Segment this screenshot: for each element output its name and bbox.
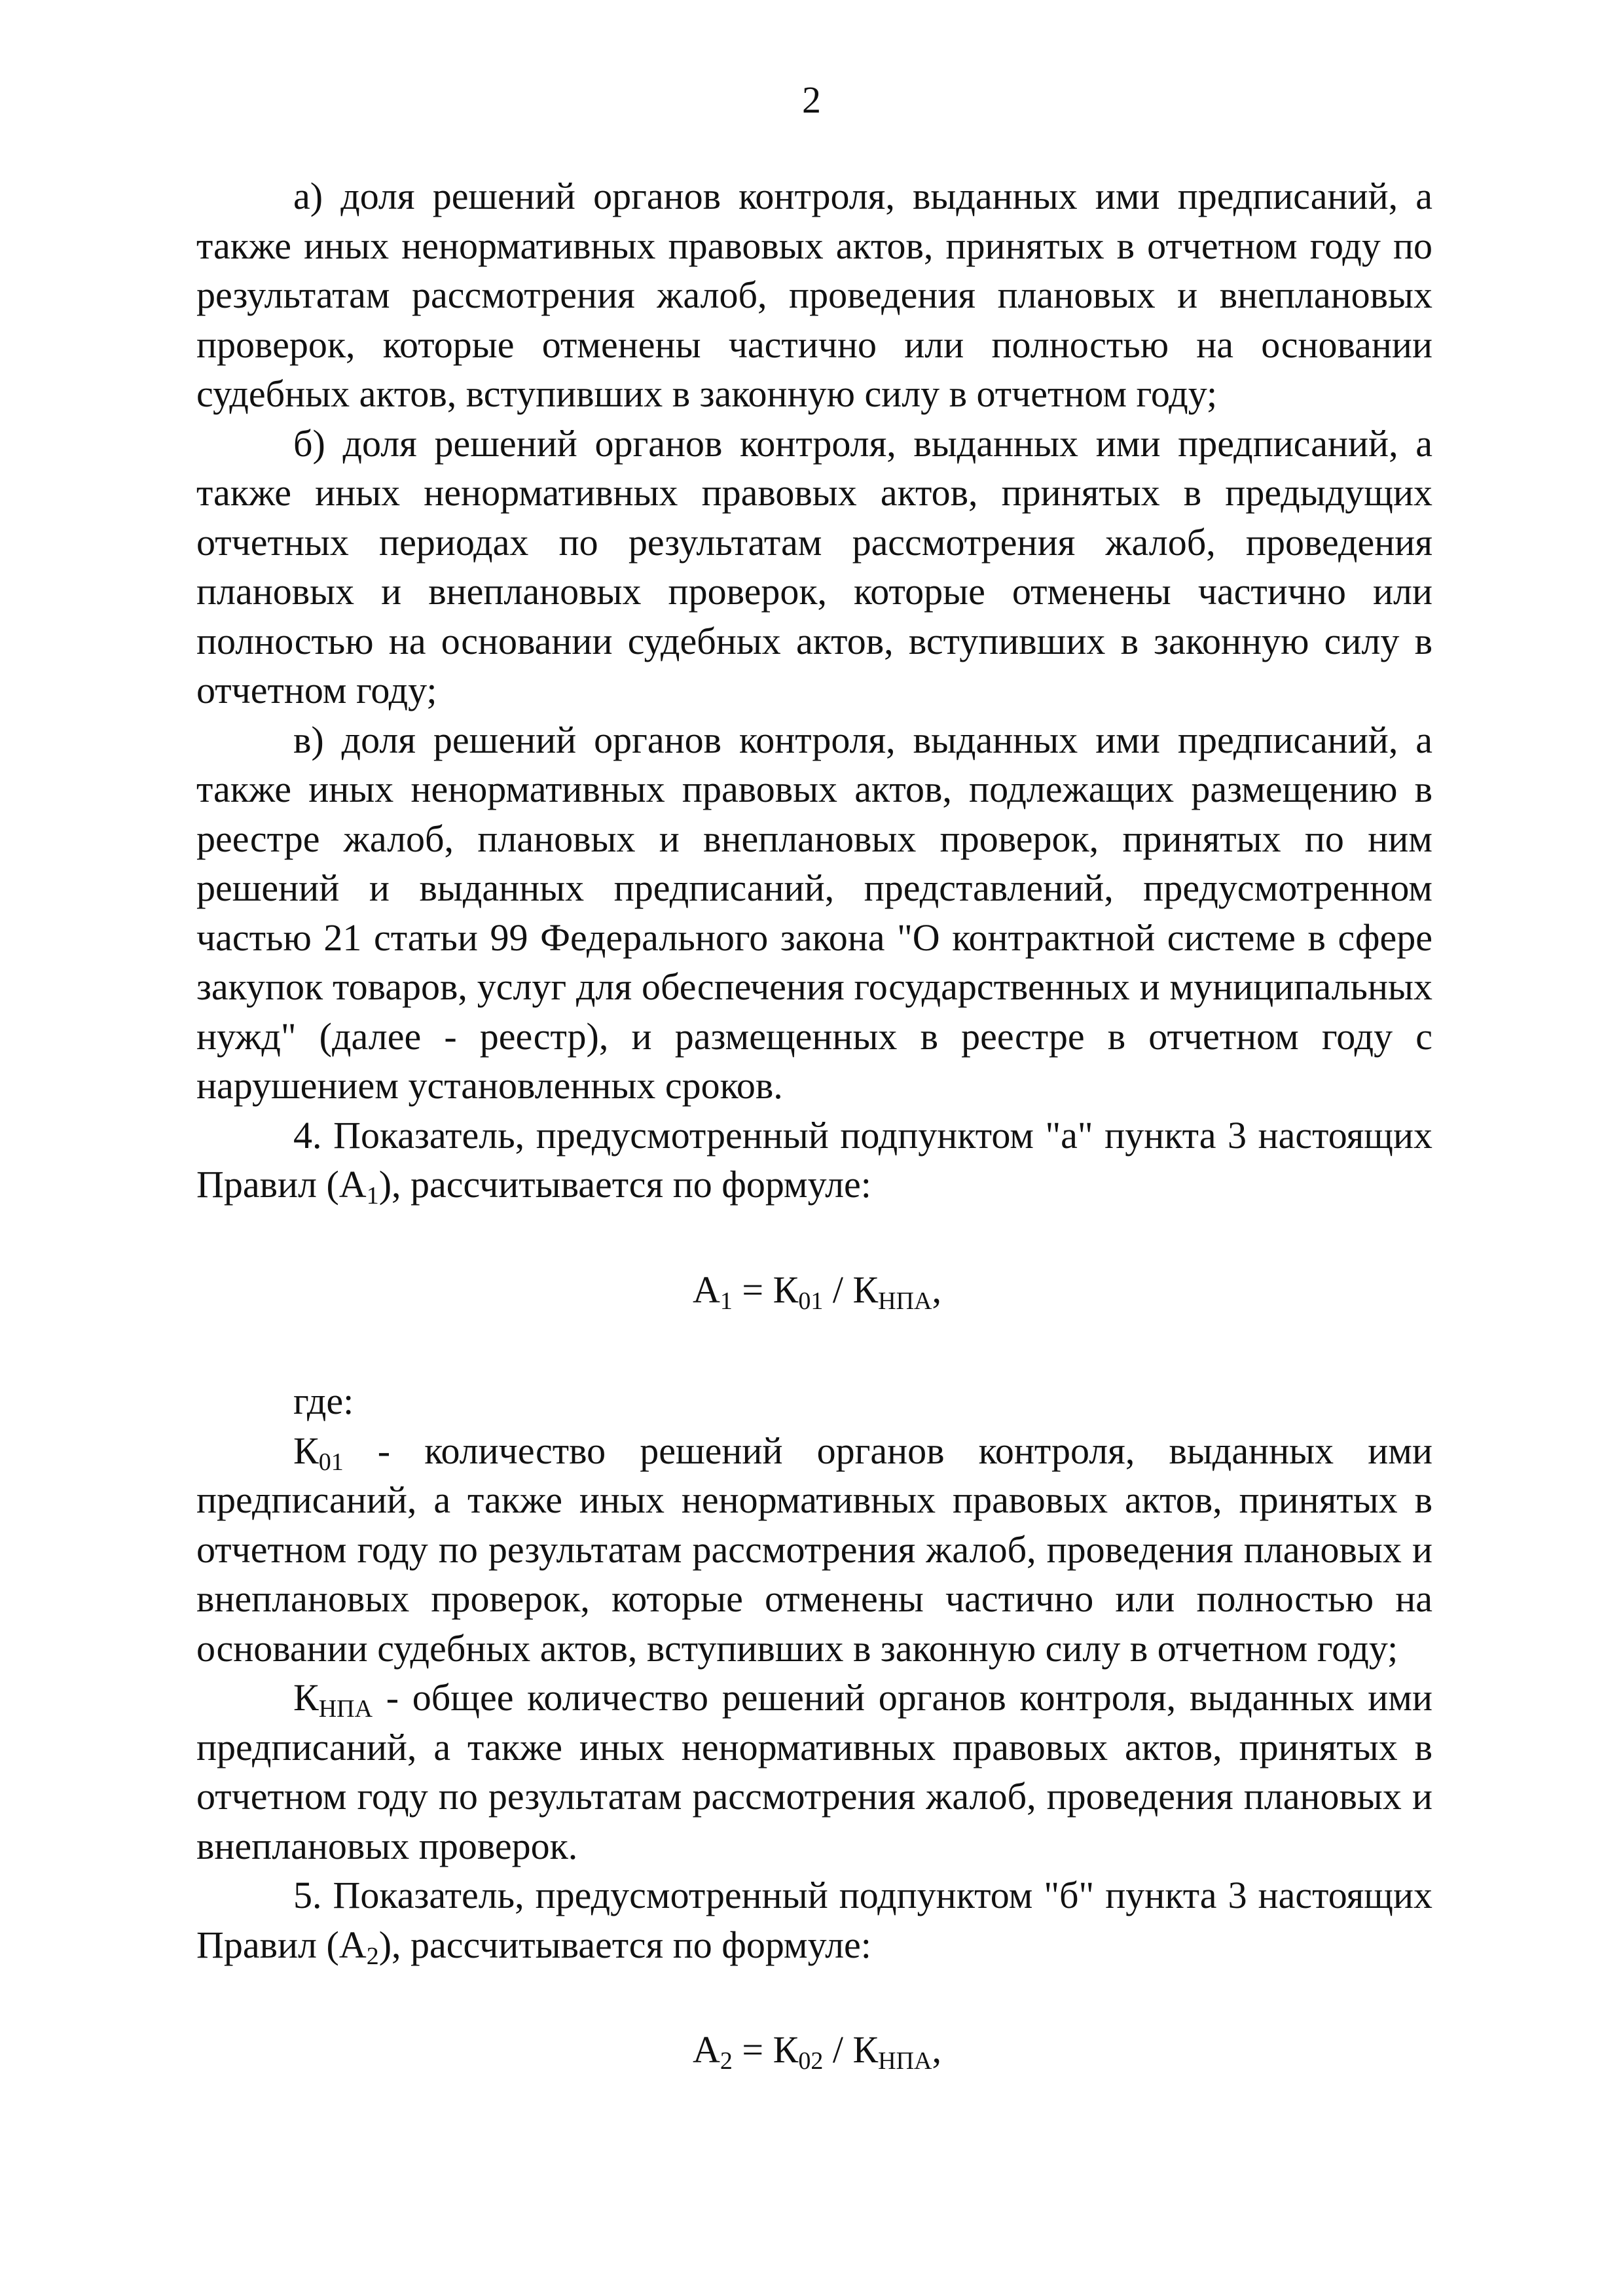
definition-knpa-symbol: К <box>293 1676 319 1719</box>
definition-knpa-text: - общее количество решений органов контроля, выданных ими предписаний, а также иных ненормативных правовых актов, принятых в отчетном году по результатам рассмотрения жалоб, проведения плановых и внеплановых проверок. <box>196 1676 1432 1867</box>
definition-knpa <box>196 1673 1432 1871</box>
paragraph-b: б) доля решений органов контроля, выданных ими предписаний, а также иных ненормативных правовых актов, принятых в предыдущих отчетных периодах по результатам рассмотрения жалоб, проведения плановых и внеплановых проверок, которые отменены частично или полностью на основании судебных актов, вступивших в законную силу в отчетном году; <box>196 422 1432 711</box>
definition-k01-symbol: К <box>293 1429 319 1472</box>
paragraph-4 <box>196 1111 1432 1210</box>
formula-a2-lhs-sub: 2 <box>720 2047 733 2075</box>
paragraph-v: в) доля решений органов контроля, выданных ими предписаний, а также иных ненормативных правовых актов, подлежащих размещению в реестре жалоб, плановых и внеплановых проверок, принятых по ним решений и выданных предписаний, представлений, предусмотренном частью 21 статьи 99 Федерального закона "О контрактной системе в сфере закупок товаров, услуг для обеспечения государственных и муниципальных нужд" (далее - реестр), и размещенных в реестре в отчетном году с нарушением установленных сроков. <box>196 718 1432 1107</box>
paragraph-5-subscript: 2 <box>366 1942 379 1970</box>
paragraph-4-subscript: 1 <box>366 1182 379 1210</box>
definition-k01-subscript: 01 <box>318 1448 344 1476</box>
document-body <box>196 171 1432 2075</box>
formula-a1-div: / К <box>823 1268 879 1311</box>
paragraph-a: а) доля решений органов контроля, выданных ими предписаний, а также иных ненормативных правовых актов, принятых в отчетном году по результатам рассмотрения жалоб, проведения плановых и внеплановых проверок, которые отменены частично или полностью на основании судебных актов, вступивших в законную силу в отчетном году; <box>196 175 1432 415</box>
formula-a1 <box>199 1265 1435 1315</box>
paragraph-4-tail: ), рассчитывается по формуле: <box>378 1163 871 1206</box>
formula-a1-eq: = К <box>732 1268 799 1311</box>
paragraph-4-intro: 4. Показатель, предусмотренный подпунктом "а" пункта 3 настоящих Правил (А <box>196 1113 1432 1206</box>
formula-a1-lhs: А <box>693 1268 720 1311</box>
definition-k01-text: - количество решений органов контроля, выданных ими предписаний, а также иных ненормативных правовых актов, принятых в отчетном году по результатам рассмотрения жалоб, проведения плановых и внеплановых проверок, которые отменены частично или полностью на основании судебных актов, вступивших в законную силу в отчетном году; <box>196 1429 1432 1670</box>
formula-a2-den-sub: НПА <box>878 2047 932 2075</box>
formula-a1-lhs-sub: 1 <box>720 1287 733 1315</box>
definition-k01 <box>196 1426 1432 1674</box>
page-number: 2 <box>802 79 821 121</box>
formula-a2-num-sub: 02 <box>798 2047 824 2075</box>
paragraph-5-intro: 5. Показатель, предусмотренный подпунктом "б" пункта 3 настоящих Правил (А <box>196 1874 1432 1966</box>
formula-a2-lhs: А <box>693 2028 720 2071</box>
formula-a2 <box>199 2025 1435 2075</box>
formula-a2-end: , <box>932 2028 941 2071</box>
paragraph-5-tail: ), рассчитывается по формуле: <box>378 1923 871 1966</box>
where-label: где: <box>293 1380 354 1422</box>
formula-a1-end: , <box>932 1268 941 1311</box>
definition-knpa-subscript: НПА <box>318 1695 373 1723</box>
formula-a1-den-sub: НПА <box>878 1287 932 1315</box>
paragraph-5 <box>196 1871 1432 1969</box>
formula-a1-num-sub: 01 <box>798 1287 824 1315</box>
formula-a2-eq: = К <box>732 2028 799 2071</box>
formula-a2-div: / К <box>823 2028 879 2071</box>
